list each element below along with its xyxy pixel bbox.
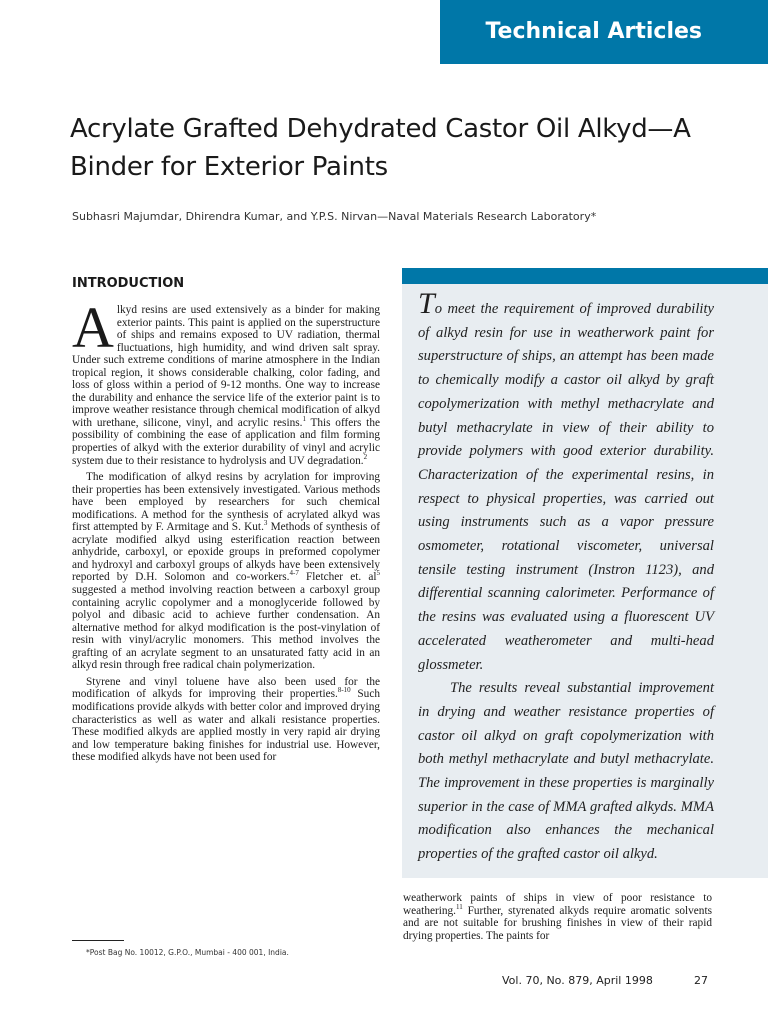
abstract-top-bar [402, 268, 768, 284]
intro-p3-b: Such modifications provide alkyds with better color and improved drying characteristics as well as water and alkali resistance properties. These modified alkyds are applied mostly in very rapid air drying and low temperature baking finishes for industrial use. However, these modified alkyds have not been used for [72, 688, 380, 764]
intro-p1-text: lkyd resins are used extensively as a binder for making exterior paints. This paint is applied on the superstructure of ships and remains exposed to UV radiation, thermal fluctuations, high humidity, and wind driven salt spray. Under such extreme conditions of marine atmosphere in the Indian tropical region, it shows considerable chalking, color fading, and loss of gloss within a period of 9-12 months. One way to increase the durability and enhance the service life of the exterior paint is to improve weather resistance through chemical modification of alkyd with urethane, silicone, vinyl, and acrylic resins. [72, 304, 380, 429]
ref-4-7: 4-7 [289, 569, 299, 578]
right-text-a: weatherwork paints of ships in view of poor resistance to weathering. [403, 892, 712, 917]
page-number: 27 [694, 974, 708, 987]
ref-8-10: 8-10 [337, 686, 351, 695]
intro-p2-d: suggested a method involving reaction between a carboxyl group containing acrylic copolymer and a monoglyceride followed by polyol and dibasic acid to achieve further condensation. An alternative method for alkyd modification is the post-vinylation of resin with vinyl/acrylic monomers. This method involves the grafting of an acrylate segment to an unsaturated fatty acid in an alkyd resin through free radical chain polymerization. [72, 584, 380, 672]
intro-p2-c: Fletcher et. al [298, 571, 377, 584]
right-column-continued [403, 892, 712, 942]
intro-p2-b: Methods of synthesis of acrylate modified alkyd using esterification reaction between anhydride, carboxyl, or epoxide groups in preformed copolymer and hydroxyl and carboxyl groups of alkyds have been extensively reported by D.H. Solomon and co-workers. [72, 521, 380, 584]
abstract-initial: T [418, 287, 435, 320]
footer-volume: Vol. 70, No. 879, April 1998 [502, 974, 653, 987]
left-column [72, 295, 380, 764]
intro-p2-a: The modification of alkyd resins by acrylation for improving their properties has been extensively investigated. Various methods have been employed by researchers for such chemical modifications. A method for the synthesis of acrylated alkyd was first attempted by F. Armitage and S. Kut. [72, 471, 380, 534]
ref-2: 2 [363, 452, 368, 461]
ref-3: 3 [263, 519, 268, 528]
article-authors: Subhasri Majumdar, Dhirendra Kumar, and Y.P.S. Nirvan—Naval Materials Research Laboratory* [72, 210, 597, 223]
intro-paragraph-2 [72, 471, 380, 672]
abstract-box [402, 284, 768, 878]
abstract-paragraph-1 [418, 287, 714, 677]
footnote: *Post Bag No. 10012, G.P.O., Mumbai - 400 001, India. [86, 948, 289, 957]
abstract-p1-text: o meet the requirement of improved durability of alkyd resin for use in weatherwork paint for superstructure of ships, an attempt has been made to chemically modify a castor oil alkyd by graft copolymerization with methyl methacrylate and butyl methacrylate in view of their ability to provide polymers with good exterior durability. Characterization of the experimental resins, in respect to physical properties, was carried out using instruments such as a vapor pressure osmometer, rotational viscometer, universal tensile testing instrument (Instron 1123), and differential scanning calorimeter. Performance of the resins was evaluated using a fluorescent UV accelerated weatherometer and multi-head glossmeter. [418, 301, 714, 673]
abstract-paragraph-2: The results reveal substantial improvement in drying and weather resistance properties of castor oil alkyd on graft copolymerization with both methyl methacrylate and butyl methacrylate. The improvement in these properties is marginally superior in the case of MMA grafted alkyds. MMA modification also enhances the mechanical properties of the grafted castor oil alkyd. [418, 680, 714, 863]
right-text-b: Further, styrenated alkyds require aromatic solvents and are not suitable for brushing finishes in view of their rapid drying properties. The paints for [403, 904, 712, 942]
ref-11: 11 [456, 902, 463, 911]
right-column-paragraph [403, 892, 712, 942]
intro-p1-tail: This offers the possibility of combining the ease of application and film forming properties of alkyd with the exterior durability of vinyl and acrylic system due to their resistance to hydrolysis and UV degradation. [72, 416, 380, 467]
footnote-rule [72, 940, 124, 941]
intro-p3-a: Styrene and vinyl toluene have also been used for the modification of alkyds for improving their properties. [72, 675, 380, 701]
ref-1: 1 [302, 415, 306, 424]
intro-paragraph-1 [72, 295, 380, 467]
section-header-band [440, 0, 768, 64]
ref-5: 5 [376, 569, 380, 578]
intro-paragraph-3 [72, 676, 380, 764]
section-label: Technical Articles [485, 19, 702, 44]
drop-cap: A [72, 295, 114, 360]
article-title: Acrylate Grafted Dehydrated Castor Oil Alkyd—A Binder for Exterior Paints [70, 114, 691, 182]
section-heading-introduction: INTRODUCTION [72, 276, 185, 291]
